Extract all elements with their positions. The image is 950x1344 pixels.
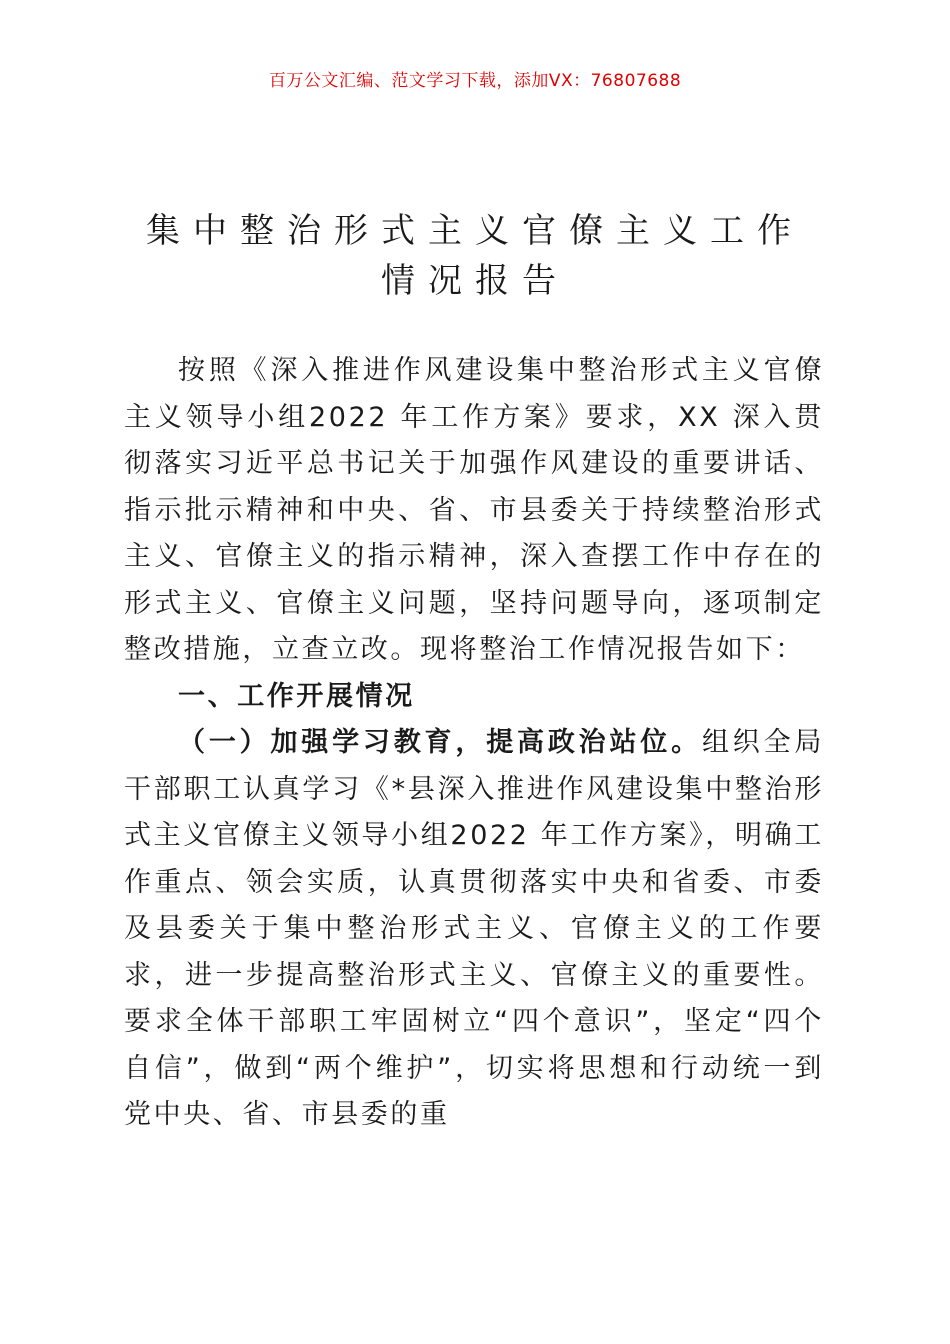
document-title <box>0 206 950 306</box>
document-body <box>124 348 824 1139</box>
header-watermark-note: 百万公文汇编、范文学习下载，添加VX：76807688 <box>268 71 682 91</box>
intro-paragraph: 按照《深入推进作风建设集中整治形式主义官僚主义领导小组2022 年工作方案》要求，XX 深入贯彻落实习近平总书记关于加强作风建设的重要讲话、指示批示精神和中央、省、市县委关于持续整治形式主义、官僚主义的指示精神，深入查摆工作中存在的形式主义、官僚主义问题，坚持问题导向，逐项制定整改措施，立查立改。现将整治工作情况报告如下： <box>124 355 824 665</box>
section-heading-1: 一、工作开展情况 <box>178 680 415 712</box>
subsection-heading-1: （一）加强学习教育，提高政治站位。 <box>178 727 702 758</box>
title-line-2: 情况报告 <box>381 261 569 301</box>
subsection-text-1: 组织全局干部职工认真学习《*县深入推进作风建设集中整治形式主义官僚主义领导小组2022 年工作方案》，明确工作重点、领会实质，认真贯彻落实中央和省委、市委及县委关于集中整治形式主义、官僚主义的工作要求，进一步提高整治形式主义、官僚主义的重要性。要求全体干部职工牢固树立“四个意识”，坚定“四个自信”，做到“两个维护”，切实将思想和行动统一到党中央、省、市县委的重 <box>124 727 824 1130</box>
title-line-1: 集中整治形式主义官僚主义工作 <box>146 211 804 251</box>
subsection-paragraph-1 <box>124 720 824 1139</box>
